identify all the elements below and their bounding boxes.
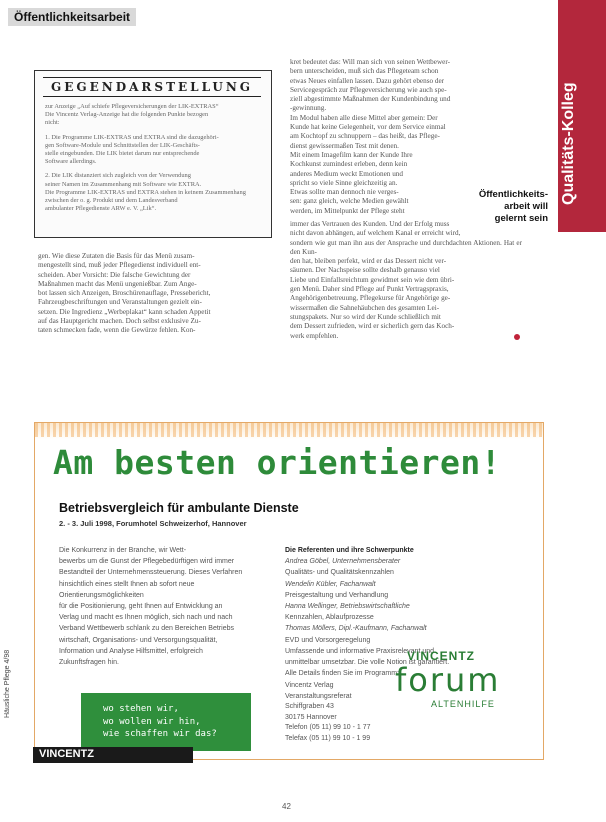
ad-speakers: Die Referenten und ihre Schwerpunkte Andrea Göbel, Unternehmensberater Qualitäts- und Qualitätskennzahlen Wendelin Kübler, Fachanwalt Preisgestaltung und Verhandlung Hanna Wellinger, Betriebswirtschaftliche Kennzahlen, Ablaufprozesse Thomas Möllers, Dipl.-Kaufmann, Fachanwalt EVD und Vorsorgeregelung Umfassende und informative Praxisrelevant und unmittelbar umsetzbar. Die volle Notion ist garantiert. Alle Details finden Sie im Programm: [285,545,525,679]
gegendarstellung-box [34,70,272,238]
ad-date: 2. - 3. Juli 1998, Forumhotel Schweizerhof, Hannover [59,519,247,528]
ad-address: Vincentz Verlag Veranstaltungsreferat Schiffgraben 43 30175 Hannover Telefon (05 11) 99 10 - 1 77 Telefax (05 11) 99 10 - 1 99 [285,682,371,742]
article-column-right-bottom: immer das Vertrauen des Kunden. Und der Erfolg muss nicht davon abhängen, auf welchem Kanal er erreicht wird, sondern wie gut man ihn aus der Ansprache und durchdachten Aktionen. Hat er den Kun- den hat, bleiben perfekt, wird er das Dessert nicht ver- säumen. Der Nachspeise sollte deshalb genauso viel Liebe und Einfallsreichtum gewidmet sein wie dem übri- gen Menü. Daher sind Pflege auf Punkt Vertragspraxis, Angehörigenbetreuung, Pflegekurse für Angehörige ge- wissermaßen die Sahnehäubchen des gesamten Lei- stungspakets. Nur so wird der Kunde schließlich mit dem Dessert zufrieden, wird er sicherlich gern das Koch- werk empfehlen. [290,220,522,340]
forum-logo-top: VINCENTZ [407,649,475,663]
advertisement [34,422,544,760]
ad-speakers-heading: Die Referenten und ihre Schwerpunkte [285,547,414,554]
side-caption: Häusliche Pflege 4/98 [4,649,11,718]
ad-intro: Die Konkurrenz in der Branche, wir Wett- bewerbs um die Gunst der Pflegebedürftigen wird immer Bestandteil der Unternehmenssteuerung. Dieses Verfahren hinsichtlich eines stellt Ihnen ab sofort neue Orientierungsmöglichkeiten für die Positionierung, geht Ihnen auf Entwicklung an Verlag und macht es Ihnen möglich, sich nach und nach Verband Wettbewerb schlank zu den Bereichen Betriebs wirtschaft, Organisations- und Versorgungsqualität, Information und Analyse Hilfsmittel, erfolgreich Zukunftsfragen hin. [59,547,243,667]
questions-box [81,693,251,751]
gegendarstellung-text: zur Anzeige „Auf schiefe Pflegeversicherungen der LIK-EXTRAS“ Die Vincentz Verlag-Anzeige hat die folgenden Punkte bezogen nicht: 1. Die Programme LIK-EXTRAS und EXTRA sind die dazugehöri- gen Software-Module und Schnittstellen der LIK-Geschäfts- stelle eingebunden. Die LIK bietet darum nur entsprechende Software allerdings. 2. Die LIK distanziert sich zugleich von der Verwendung seiner Namen im Zusammenhang mit Software wie EXTRA. Die Programme LIK-EXTRAS und EXTRA stehen in keinem Zusammenhang zwischen der o. g. Produkt und dem Landesverband ambulanter Pflegedienste ARW e. V. „Lik“. [45,103,246,213]
sidebar-tab [558,0,606,232]
brand-bar [33,747,193,763]
brand-name: VINCENTZ [39,748,94,760]
ad-headline: Am besten orientieren! [53,443,502,482]
article-end-marker [514,334,520,340]
article-column-right-top: kret bedeutet das: Will man sich von seinen Wettbewer- bern unterscheiden, muß sich das Pflegeteam schon etwas Neues einfallen lassen. Dazu gehört ebenso der Servicegespräch zur Pflegeversicherung wie auch spe- ziell abgestimmte Maßnahmen der Kundenbindung und -gewinnung. Im Modul haben alle diese Mittel aber gemein: Der Kunde hat keine Gelegenheit, vor dem Service einmal am Kochtopf zu schnuppern – das heißt, das Pflege- dienst gewissermaßen Test mit denen. Mit einem Imagefilm kann der Kunde Ihre Kochkunst zumindest erleben, denn kein anderes Medium weckt Emotionen und spricht so viele Sinne gleichzeitig an. Etwas sollte man dennoch nie verges- sen: ganz gleich, welche Medien gewählt werden, im Mittelpunkt der Pflege steht [290,58,451,215]
gegendarstellung-title: GEGENDARSTELLUNG [43,77,261,97]
sidebar-title: Qualitäts-Kolleg [560,82,577,205]
forum-logo: forum [395,661,501,699]
pull-quote: Öffentlichkeits- arbeit will gelernt sein [473,187,548,227]
article-column-left: gen. Wie diese Zutaten die Basis für das Menü zusam- mengestellt sind, muß jeder Pflegedienst individuell ent- scheiden. Aber Vorsicht: Die falsche Gewichtung der Maßnahmen macht das Menü ungenießbar. Zum Ange- bot lassen sich Anzeigen, Broschürenauflage, Pressebericht, Fahrzeugbeschriftungen und Veranstaltungen gezielt ein- setzen. Die Ingredienz „Werbeplakat“ kann schaden Appetit auf das Hauptgericht machen. Doch selbst exklusive Zu- taten schmecken fade, wenn die Gewürze fehlen. Kon- [38,252,211,335]
questions-text: wo stehen wir, wo wollen wir hin, wie schaffen wir das? [103,704,217,739]
ad-subtitle: Betriebsvergleich für ambulante Dienste [59,501,299,515]
forum-logo-sub: ALTENHILFE [431,699,495,709]
page-number: 42 [282,802,291,811]
ad-decorative-fringe [35,423,543,437]
section-label: Öffentlichkeitsarbeit [8,8,136,26]
